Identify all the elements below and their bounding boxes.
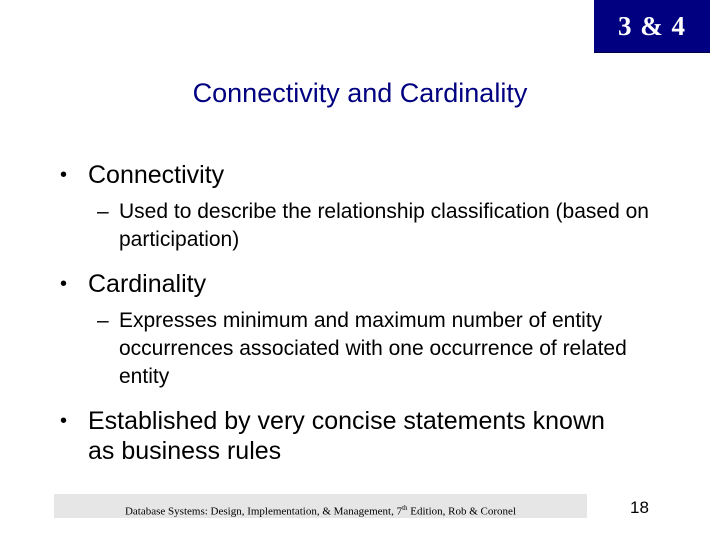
bullet-text: Connectivity: [88, 161, 225, 189]
sub-bullet-connectivity: [97, 198, 667, 254]
slide-title: Connectivity and Cardinality: [192, 78, 528, 108]
sub-bullet-text: Used to describe the relationship classification (based on participation): [119, 200, 649, 251]
sub-bullet-cardinality: [97, 307, 667, 391]
bullet-marker: •: [60, 410, 68, 432]
bullet-marker: •: [60, 164, 68, 186]
bullet-text: Cardinality: [88, 270, 207, 298]
sub-bullet-text: Expresses minimum and maximum number of entity occurrences associated with one occurrence of related entity: [119, 309, 627, 388]
bullet-cardinality: [60, 269, 660, 299]
chapter-badge: 3 & 4: [594, 0, 710, 52]
bullet-business-rules: [60, 406, 620, 466]
footer-citation: Database Systems: Design, Implementation, & Management, 7th Edition, Rob & Coronel: [124, 504, 517, 518]
bullet-connectivity: [60, 160, 660, 190]
page-number: 18: [630, 498, 649, 517]
sub-bullet-marker: –: [97, 200, 109, 223]
bullet-text: Established by very concise statements known as business rules: [88, 407, 605, 465]
footer-bar: [54, 494, 587, 518]
sub-bullet-marker: –: [97, 309, 109, 332]
bullet-marker: •: [60, 273, 68, 295]
